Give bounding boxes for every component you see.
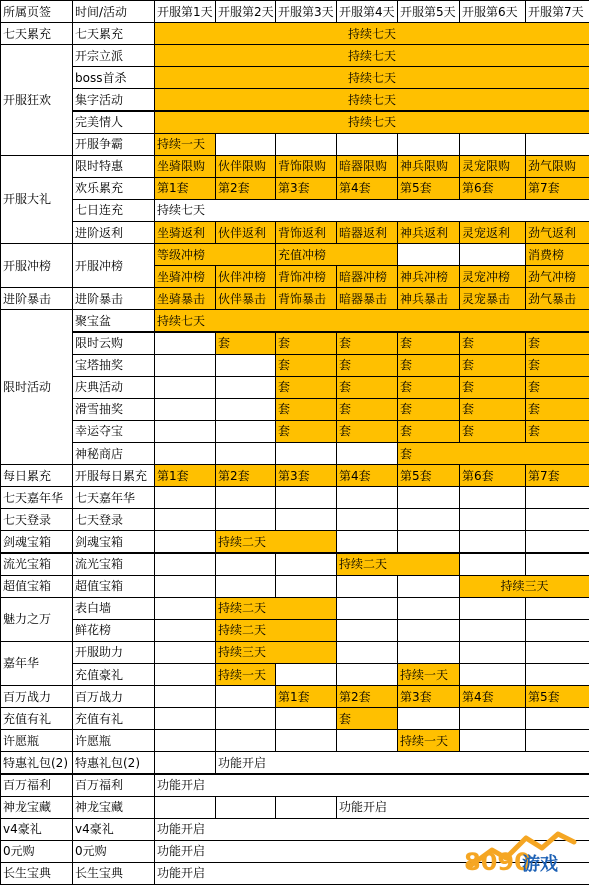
schedule-cell: 套 — [397, 420, 460, 443]
schedule-empty-cell — [397, 508, 460, 531]
schedule-empty-cell — [459, 619, 526, 642]
schedule-feature-open: 功能开启 — [154, 840, 589, 863]
schedule-span-7days: 持续七天 — [154, 111, 589, 134]
schedule-cell: 套 — [336, 398, 398, 421]
tab-label: 每日累充 — [0, 464, 73, 487]
header-day: 开服第1天 — [154, 0, 216, 23]
schedule-cell: 套 — [397, 442, 589, 465]
schedule-empty-cell — [154, 376, 216, 399]
schedule-empty-cell — [154, 420, 216, 443]
schedule-cell: 背饰限购 — [275, 155, 337, 178]
tab-label: 许愿瓶 — [0, 729, 73, 752]
schedule-cell: 暗器返利 — [336, 221, 398, 244]
activity-label: 表白墙 — [72, 597, 155, 620]
schedule-cell: 暗器暴击 — [336, 287, 398, 310]
schedule-cell: 第4套 — [459, 685, 526, 708]
schedule-cell: 第1套 — [154, 177, 216, 200]
schedule-empty-cell — [525, 486, 589, 509]
schedule-empty-cell — [525, 619, 589, 642]
schedule-cell: 套 — [397, 398, 460, 421]
activity-label: 0元购 — [72, 840, 155, 863]
schedule-span-2days: 持续二天 — [215, 619, 337, 642]
schedule-empty-cell — [336, 133, 398, 156]
schedule-cell: 套 — [275, 398, 337, 421]
schedule-empty-cell — [215, 553, 276, 576]
schedule-empty-cell — [154, 442, 216, 465]
schedule-cell: 第4套 — [336, 177, 398, 200]
schedule-cell: 暗器限购 — [336, 155, 398, 178]
schedule-empty-cell — [397, 641, 460, 664]
activity-label: 七天登录 — [72, 508, 155, 531]
tab-label: 神龙宝藏 — [0, 796, 73, 819]
header-day: 开服第6天 — [459, 0, 526, 23]
schedule-span-7days: 持续七天 — [154, 66, 589, 89]
tab-label: 充值有礼 — [0, 707, 73, 730]
tab-label: 流光宝箱 — [0, 553, 73, 576]
schedule-cell: 套 — [525, 398, 589, 421]
schedule-empty-cell — [154, 398, 216, 421]
schedule-span-2days: 持续二天 — [215, 530, 337, 553]
schedule-empty-cell — [154, 354, 216, 377]
header-tab: 所属页签 — [0, 0, 73, 23]
activity-label: 超值宝箱 — [72, 575, 155, 598]
tab-label: 限时活动 — [0, 309, 73, 465]
schedule-empty-cell — [275, 508, 337, 531]
tab-label: 七天累充 — [0, 22, 73, 45]
schedule-empty-cell — [336, 575, 398, 598]
activity-label: 限时特惠 — [72, 155, 155, 178]
schedule-cell: 背饰返利 — [275, 221, 337, 244]
schedule-empty-cell — [215, 420, 276, 443]
schedule-cell: 套 — [459, 332, 526, 355]
schedule-cell: 背饰冲榜 — [275, 265, 337, 288]
schedule-cell: 第6套 — [459, 177, 526, 200]
schedule-empty-cell — [336, 663, 398, 686]
schedule-cell: 神兵限购 — [397, 155, 460, 178]
schedule-cell: 套 — [525, 354, 589, 377]
schedule-cell: 伙伴返利 — [215, 221, 276, 244]
activity-label: 开服争霸 — [72, 133, 155, 156]
schedule-empty-cell — [154, 575, 216, 598]
tab-label: 嘉年华 — [0, 641, 73, 686]
schedule-cell: 劲气暴击 — [525, 287, 589, 310]
schedule-empty-cell — [397, 133, 460, 156]
schedule-cell: 劲气返利 — [525, 221, 589, 244]
schedule-empty-cell — [525, 707, 589, 730]
logo-mark — [462, 824, 587, 880]
schedule-empty-cell — [397, 243, 460, 266]
header-day: 开服第4天 — [336, 0, 398, 23]
schedule-span-7days: 持续七天 — [154, 199, 589, 222]
header-activity: 时间/活动 — [72, 0, 155, 23]
schedule-cell: 等级冲榜 — [154, 243, 276, 266]
schedule-cell: 套 — [525, 420, 589, 443]
logo-digits: 8090 — [464, 848, 531, 876]
schedule-empty-cell — [397, 575, 460, 598]
schedule-empty-cell — [397, 597, 460, 620]
schedule-cell: 伙伴暴击 — [215, 287, 276, 310]
schedule-span-1day: 持续一天 — [215, 663, 276, 686]
schedule-empty-cell — [154, 685, 216, 708]
schedule-cell: 伙伴限购 — [215, 155, 276, 178]
schedule-cell: 背饰暴击 — [275, 287, 337, 310]
schedule-span-2days: 持续二天 — [215, 597, 337, 620]
tab-label: 百万战力 — [0, 685, 73, 708]
schedule-span-3days: 持续三天 — [215, 641, 337, 664]
schedule-cell: 套 — [525, 376, 589, 399]
schedule-empty-cell — [525, 553, 589, 576]
schedule-empty-cell — [459, 530, 526, 553]
schedule-cell: 套 — [336, 420, 398, 443]
schedule-cell: 套 — [275, 420, 337, 443]
schedule-cell: 伙伴冲榜 — [215, 265, 276, 288]
schedule-cell: 坐骑冲榜 — [154, 265, 216, 288]
schedule-cell: 套 — [275, 376, 337, 399]
schedule-cell: 套 — [336, 376, 398, 399]
schedule-empty-cell — [154, 619, 216, 642]
schedule-empty-cell — [336, 508, 398, 531]
schedule-cell: 第5套 — [397, 177, 460, 200]
header-day: 开服第3天 — [275, 0, 337, 23]
tab-label: 长生宝典 — [0, 862, 73, 885]
tab-label: v4豪礼 — [0, 818, 73, 841]
schedule-empty-cell — [336, 619, 398, 642]
schedule-empty-cell — [275, 729, 337, 752]
schedule-empty-cell — [275, 575, 337, 598]
schedule-cell: 第3套 — [275, 464, 337, 487]
schedule-cell: 第5套 — [525, 685, 589, 708]
activity-label: v4豪礼 — [72, 818, 155, 841]
activity-label: 庆典活动 — [72, 376, 155, 399]
schedule-empty-cell — [525, 597, 589, 620]
schedule-cell: 坐骑限购 — [154, 155, 216, 178]
activity-label: 百万福利 — [72, 774, 155, 797]
schedule-cell: 第4套 — [336, 464, 398, 487]
schedule-empty-cell — [525, 729, 589, 752]
schedule-span-1day: 持续一天 — [154, 133, 216, 156]
schedule-cell: 套 — [215, 332, 276, 355]
schedule-empty-cell — [215, 486, 276, 509]
schedule-empty-cell — [275, 553, 337, 576]
schedule-cell: 套 — [397, 376, 460, 399]
schedule-span-7days: 持续七天 — [154, 88, 589, 111]
schedule-empty-cell — [336, 530, 398, 553]
schedule-empty-cell — [215, 685, 276, 708]
schedule-cell: 套 — [336, 707, 398, 730]
schedule-span-1day: 持续一天 — [397, 729, 460, 752]
schedule-cell: 套 — [397, 354, 460, 377]
activity-label: 完美情人 — [72, 111, 155, 134]
schedule-cell: 套 — [275, 332, 337, 355]
activity-label: 流光宝箱 — [72, 553, 155, 576]
activity-label: 充值有礼 — [72, 707, 155, 730]
tab-label: 剑魂宝箱 — [0, 530, 73, 553]
schedule-span-3days: 持续三天 — [459, 575, 589, 598]
schedule-empty-cell — [459, 707, 526, 730]
activity-label: 鲜花榜 — [72, 619, 155, 642]
schedule-empty-cell — [459, 553, 526, 576]
activity-label: 七日连充 — [72, 199, 155, 222]
tab-label: 特惠礼包(2) — [0, 751, 73, 774]
schedule-empty-cell — [154, 508, 216, 531]
activity-label: 百万战力 — [72, 685, 155, 708]
activity-label: 七天累充 — [72, 22, 155, 45]
schedule-empty-cell — [275, 133, 337, 156]
activity-label: 聚宝盆 — [72, 309, 155, 332]
schedule-cell: 第1套 — [275, 685, 337, 708]
schedule-empty-cell — [215, 398, 276, 421]
schedule-cell: 灵宠冲榜 — [459, 265, 526, 288]
schedule-empty-cell — [215, 575, 276, 598]
schedule-empty-cell — [215, 729, 276, 752]
tab-label: 七天嘉年华 — [0, 486, 73, 509]
activity-label: 集字活动 — [72, 88, 155, 111]
schedule-empty-cell — [397, 530, 460, 553]
schedule-empty-cell — [336, 442, 398, 465]
header-day: 开服第7天 — [525, 0, 589, 23]
schedule-cell: 第1套 — [154, 464, 216, 487]
activity-label: 长生宝典 — [72, 862, 155, 885]
schedule-cell: 神兵冲榜 — [397, 265, 460, 288]
schedule-cell: 套 — [525, 332, 589, 355]
schedule-feature-open: 功能开启 — [154, 862, 589, 885]
schedule-cell: 第7套 — [525, 177, 589, 200]
schedule-empty-cell — [154, 641, 216, 664]
schedule-empty-cell — [525, 530, 589, 553]
activity-label: 特惠礼包(2) — [72, 751, 155, 774]
activity-label: 限时云购 — [72, 332, 155, 355]
schedule-span-7days: 持续七天 — [154, 44, 589, 67]
schedule-cell: 第2套 — [215, 177, 276, 200]
schedule-cell: 第5套 — [397, 464, 460, 487]
activity-label: 开服冲榜 — [72, 243, 155, 288]
schedule-empty-cell — [525, 133, 589, 156]
schedule-empty-cell — [154, 332, 216, 355]
schedule-cell: 套 — [459, 398, 526, 421]
activity-label: 许愿瓶 — [72, 729, 155, 752]
schedule-cell: 灵宠暴击 — [459, 287, 526, 310]
schedule-cell: 充值冲榜 — [275, 243, 398, 266]
schedule-empty-cell — [215, 354, 276, 377]
schedule-empty-cell — [215, 796, 276, 819]
schedule-cell: 消费榜 — [525, 243, 589, 266]
schedule-feature-open: 功能开启 — [154, 818, 589, 841]
schedule-empty-cell — [154, 707, 216, 730]
schedule-cell: 灵宠返利 — [459, 221, 526, 244]
schedule-cell: 劲气限购 — [525, 155, 589, 178]
activity-label: 幸运夺宝 — [72, 420, 155, 443]
schedule-empty-cell — [459, 508, 526, 531]
schedule-cell: 套 — [275, 354, 337, 377]
schedule-empty-cell — [275, 796, 337, 819]
header-day: 开服第2天 — [215, 0, 276, 23]
activity-label: 剑魂宝箱 — [72, 530, 155, 553]
activity-label: 充值豪礼 — [72, 663, 155, 686]
schedule-empty-cell — [459, 243, 526, 266]
schedule-empty-cell — [525, 663, 589, 686]
activity-label: 开宗立派 — [72, 44, 155, 67]
activity-label: 神秘商店 — [72, 442, 155, 465]
schedule-empty-cell — [215, 508, 276, 531]
schedule-cell: 神兵返利 — [397, 221, 460, 244]
schedule-feature-open: 功能开启 — [336, 796, 589, 819]
schedule-empty-cell — [154, 553, 216, 576]
schedule-empty-cell — [215, 442, 276, 465]
schedule-empty-cell — [275, 486, 337, 509]
schedule-span-1day: 持续一天 — [397, 663, 460, 686]
schedule-empty-cell — [397, 707, 460, 730]
schedule-empty-cell — [525, 641, 589, 664]
schedule-cell: 坐骑暴击 — [154, 287, 216, 310]
schedule-cell: 第2套 — [215, 464, 276, 487]
schedule-empty-cell — [397, 486, 460, 509]
schedule-cell: 套 — [459, 420, 526, 443]
schedule-empty-cell — [215, 707, 276, 730]
tab-label: 百万福利 — [0, 774, 73, 797]
schedule-empty-cell — [459, 729, 526, 752]
site-logo — [462, 824, 587, 880]
tab-label: 魅力之万 — [0, 597, 73, 642]
tab-label: 开服狂欢 — [0, 44, 73, 156]
schedule-cell: 神兵暴击 — [397, 287, 460, 310]
schedule-empty-cell — [154, 751, 216, 774]
schedule-cell: 第6套 — [459, 464, 526, 487]
schedule-cell: 坐骑返利 — [154, 221, 216, 244]
schedule-cell: 套 — [336, 332, 398, 355]
logo-suffix: 游戏 — [522, 854, 558, 875]
schedule-empty-cell — [336, 597, 398, 620]
activity-label: 进阶暴击 — [72, 287, 155, 310]
activity-label: 开服每日累充 — [72, 464, 155, 487]
schedule-empty-cell — [275, 442, 337, 465]
schedule-cell: 套 — [459, 376, 526, 399]
activity-label: 七天嘉年华 — [72, 486, 155, 509]
schedule-cell: 灵宠限购 — [459, 155, 526, 178]
schedule-span-7days: 持续七天 — [154, 22, 589, 45]
schedule-empty-cell — [154, 486, 216, 509]
schedule-cell: 第3套 — [397, 685, 460, 708]
schedule-span-2days: 持续二天 — [336, 553, 460, 576]
schedule-cell: 劲气冲榜 — [525, 265, 589, 288]
schedule-empty-cell — [154, 729, 216, 752]
schedule-empty-cell — [397, 619, 460, 642]
schedule-feature-open: 功能开启 — [215, 751, 589, 774]
schedule-empty-cell — [525, 508, 589, 531]
schedule-cell: 套 — [397, 332, 460, 355]
schedule-empty-cell — [459, 486, 526, 509]
schedule-cell: 第3套 — [275, 177, 337, 200]
schedule-empty-cell — [275, 707, 337, 730]
schedule-empty-cell — [154, 530, 216, 553]
schedule-empty-cell — [215, 133, 276, 156]
schedule-empty-cell — [275, 663, 337, 686]
tab-label: 开服冲榜 — [0, 243, 73, 288]
activity-label: 欢乐累充 — [72, 177, 155, 200]
schedule-cell: 暗器冲榜 — [336, 265, 398, 288]
schedule-empty-cell — [336, 729, 398, 752]
schedule-cell: 套 — [459, 354, 526, 377]
schedule-empty-cell — [154, 597, 216, 620]
schedule-span-7days: 持续七天 — [154, 309, 589, 332]
schedule-empty-cell — [459, 597, 526, 620]
activity-label: 开服助力 — [72, 641, 155, 664]
header-day: 开服第5天 — [397, 0, 460, 23]
schedule-empty-cell — [154, 663, 216, 686]
schedule-cell: 第7套 — [525, 464, 589, 487]
schedule-empty-cell — [215, 376, 276, 399]
activity-label: 神龙宝藏 — [72, 796, 155, 819]
tab-label: 开服大礼 — [0, 155, 73, 244]
tab-label: 超值宝箱 — [0, 575, 73, 598]
activity-label: 进阶返利 — [72, 221, 155, 244]
schedule-cell: 套 — [336, 354, 398, 377]
tab-label: 0元购 — [0, 840, 73, 863]
activity-label: 宝塔抽奖 — [72, 354, 155, 377]
schedule-feature-open: 功能开启 — [154, 774, 589, 797]
schedule-empty-cell — [459, 133, 526, 156]
tab-label: 七天登录 — [0, 508, 73, 531]
activity-label: boss首杀 — [72, 66, 155, 89]
schedule-empty-cell — [459, 641, 526, 664]
schedule-empty-cell — [154, 796, 216, 819]
activity-label: 滑雪抽奖 — [72, 398, 155, 421]
schedule-empty-cell — [336, 486, 398, 509]
schedule-cell: 第2套 — [336, 685, 398, 708]
schedule-empty-cell — [336, 641, 398, 664]
schedule-empty-cell — [459, 663, 526, 686]
tab-label: 进阶暴击 — [0, 287, 73, 310]
